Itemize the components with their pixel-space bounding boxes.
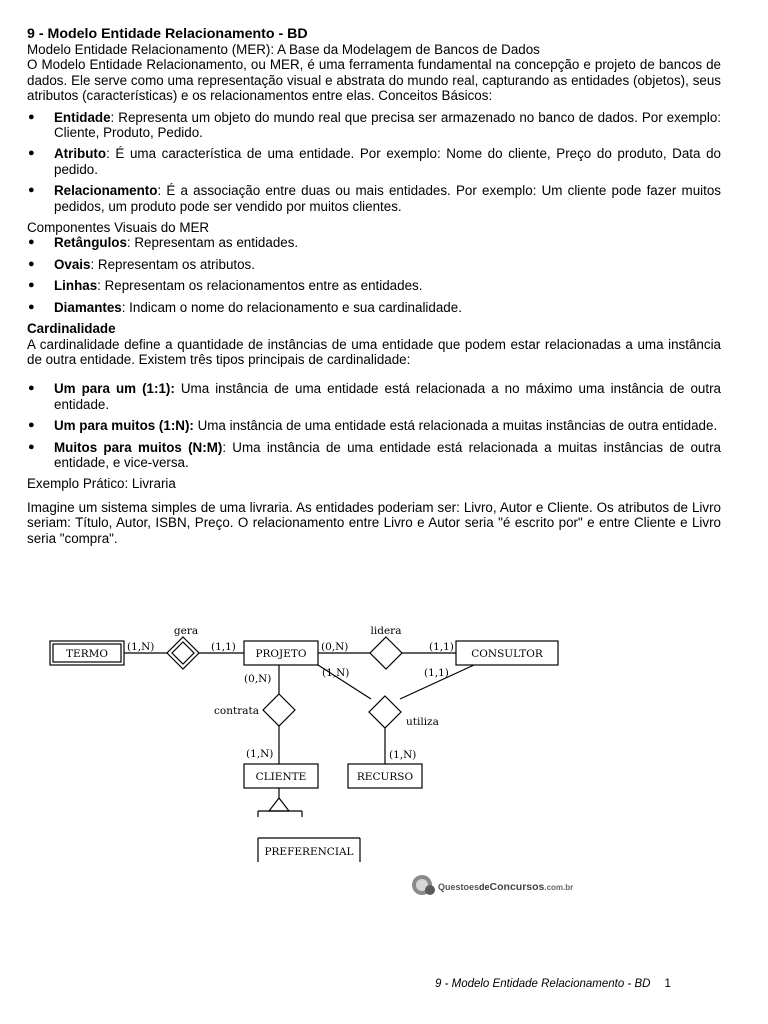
- subtitle: Modelo Entidade Relacionamento (MER): A Base da Modelagem de Bancos de Dados: [27, 42, 540, 57]
- logo-mark-icon: [412, 875, 435, 895]
- list-item: ● Relacionamento: É a associação entre duas ou mais entidades. Por exemplo: Um cliente pode fazer muitos pedidos, um produto pode ser vendido por muitos clientes.: [27, 183, 721, 214]
- visual-list: [27, 235, 721, 315]
- list-item: ● Um para muitos (1:N): Uma instância de uma entidade está relacionada a muitas instâncias de outra entidade.: [27, 418, 721, 433]
- specialization-triangle: [269, 798, 289, 811]
- list-item: ● Entidade: Representa um objeto do mundo real que precisa ser armazenado no banco de dados. Por exemplo: Cliente, Produto, Pedido.: [27, 110, 721, 141]
- entity-termo-label: TERMO: [66, 648, 108, 660]
- list-item: ● Um para um (1:1): Uma instância de uma entidade está relacionada a no máximo uma instância de outra entidade.: [27, 381, 721, 412]
- footer-title: 9 - Modelo Entidade Relacionamento - BD: [435, 978, 651, 990]
- cardinality-heading: Cardinalidade: [27, 321, 116, 337]
- relationship-contrata-label: contrata: [214, 705, 259, 717]
- cardinality-label: (1,N): [322, 667, 350, 679]
- entity-cliente-label: CLIENTE: [255, 771, 307, 783]
- page-number: 1: [664, 978, 671, 990]
- entity-preferencial-label: PREFERENCIAL: [264, 846, 354, 858]
- document-title: 9 - Modelo Entidade Relacionamento - BD: [27, 26, 308, 42]
- relationship-utiliza-label: utiliza: [406, 716, 439, 728]
- relationship-lidera-diamond: [370, 637, 402, 669]
- entity-projeto-label: PROJETO: [255, 648, 307, 660]
- list-item: ● Muitos para muitos (N:M): Uma instância de uma entidade está relacionada a muitas instâncias de outra entidade, e vice-versa.: [27, 440, 721, 471]
- list-item: ● Retângulos: Representam as entidades.: [27, 235, 721, 250]
- cardinality-label: (0,N): [244, 673, 272, 685]
- relationship-gera-label: gera: [173, 625, 199, 637]
- entity-recurso-label: RECURSO: [356, 771, 414, 783]
- example-heading: Exemplo Prático: Livraria: [27, 476, 176, 492]
- entity-consultor-label: CONSULTOR: [471, 648, 543, 660]
- list-item: ● Ovais: Representam os atributos.: [27, 257, 721, 272]
- document-page: [27, 26, 721, 546]
- cardinality-label: (1,N): [246, 748, 274, 760]
- cardinality-label: (0,N): [321, 641, 349, 653]
- cardinality-label: (1,1): [424, 667, 449, 679]
- cardinality-label: (1,N): [389, 749, 417, 761]
- questoes-de-concursos-logo: [410, 868, 610, 902]
- concepts-list: [27, 110, 721, 214]
- relationship-utiliza-diamond: [369, 696, 401, 728]
- svg-text:QuestoesdeConcursos.com.br: QuestoesdeConcursos.com.br: [438, 881, 574, 893]
- cardinality-list: [27, 381, 721, 470]
- page-footer: [435, 978, 671, 990]
- relationship-contrata-diamond: [263, 694, 295, 726]
- intro-paragraph: O Modelo Entidade Relacionamento, ou MER, é uma ferramenta fundamental na concepção e projeto de bancos de dados. Ele serve como uma representação visual e abstrata do mundo real, capturando as entidades (objetos), seus atributos (características) e os relacionamentos entre elas. Conceitos Básicos:: [27, 57, 721, 104]
- er-diagram: [40, 610, 580, 880]
- cardinality-label: (1,1): [429, 641, 454, 653]
- example-paragraph: Imagine um sistema simples de uma livraria. As entidades poderiam ser: Livro, Autor e Cliente. Os atributos de Livro seriam: Título, Autor, ISBN, Preço. O relacionamento entre Livro e Autor seria "é escrito por" e entre Cliente e Livro seria "compra".: [27, 499, 721, 546]
- cardinality-intro: A cardinalidade define a quantidade de instâncias de uma entidade que podem estar relacionadas a uma instância de outra entidade. Existem três tipos principais de cardinalidade:: [27, 336, 721, 367]
- list-item: ● Diamantes: Indicam o nome do relacionamento e sua cardinalidade.: [27, 300, 721, 315]
- relationship-lidera-label: lidera: [370, 625, 402, 637]
- visual-heading: Componentes Visuais do MER: [27, 220, 210, 236]
- list-item: ● Linhas: Representam os relacionamentos entre as entidades.: [27, 278, 721, 293]
- cardinality-label: (1,1): [211, 641, 236, 653]
- list-item: ● Atributo: É uma característica de uma entidade. Por exemplo: Nome do cliente, Preço do produto, Data do pedido.: [27, 146, 721, 177]
- cardinality-label: (1,N): [127, 641, 155, 653]
